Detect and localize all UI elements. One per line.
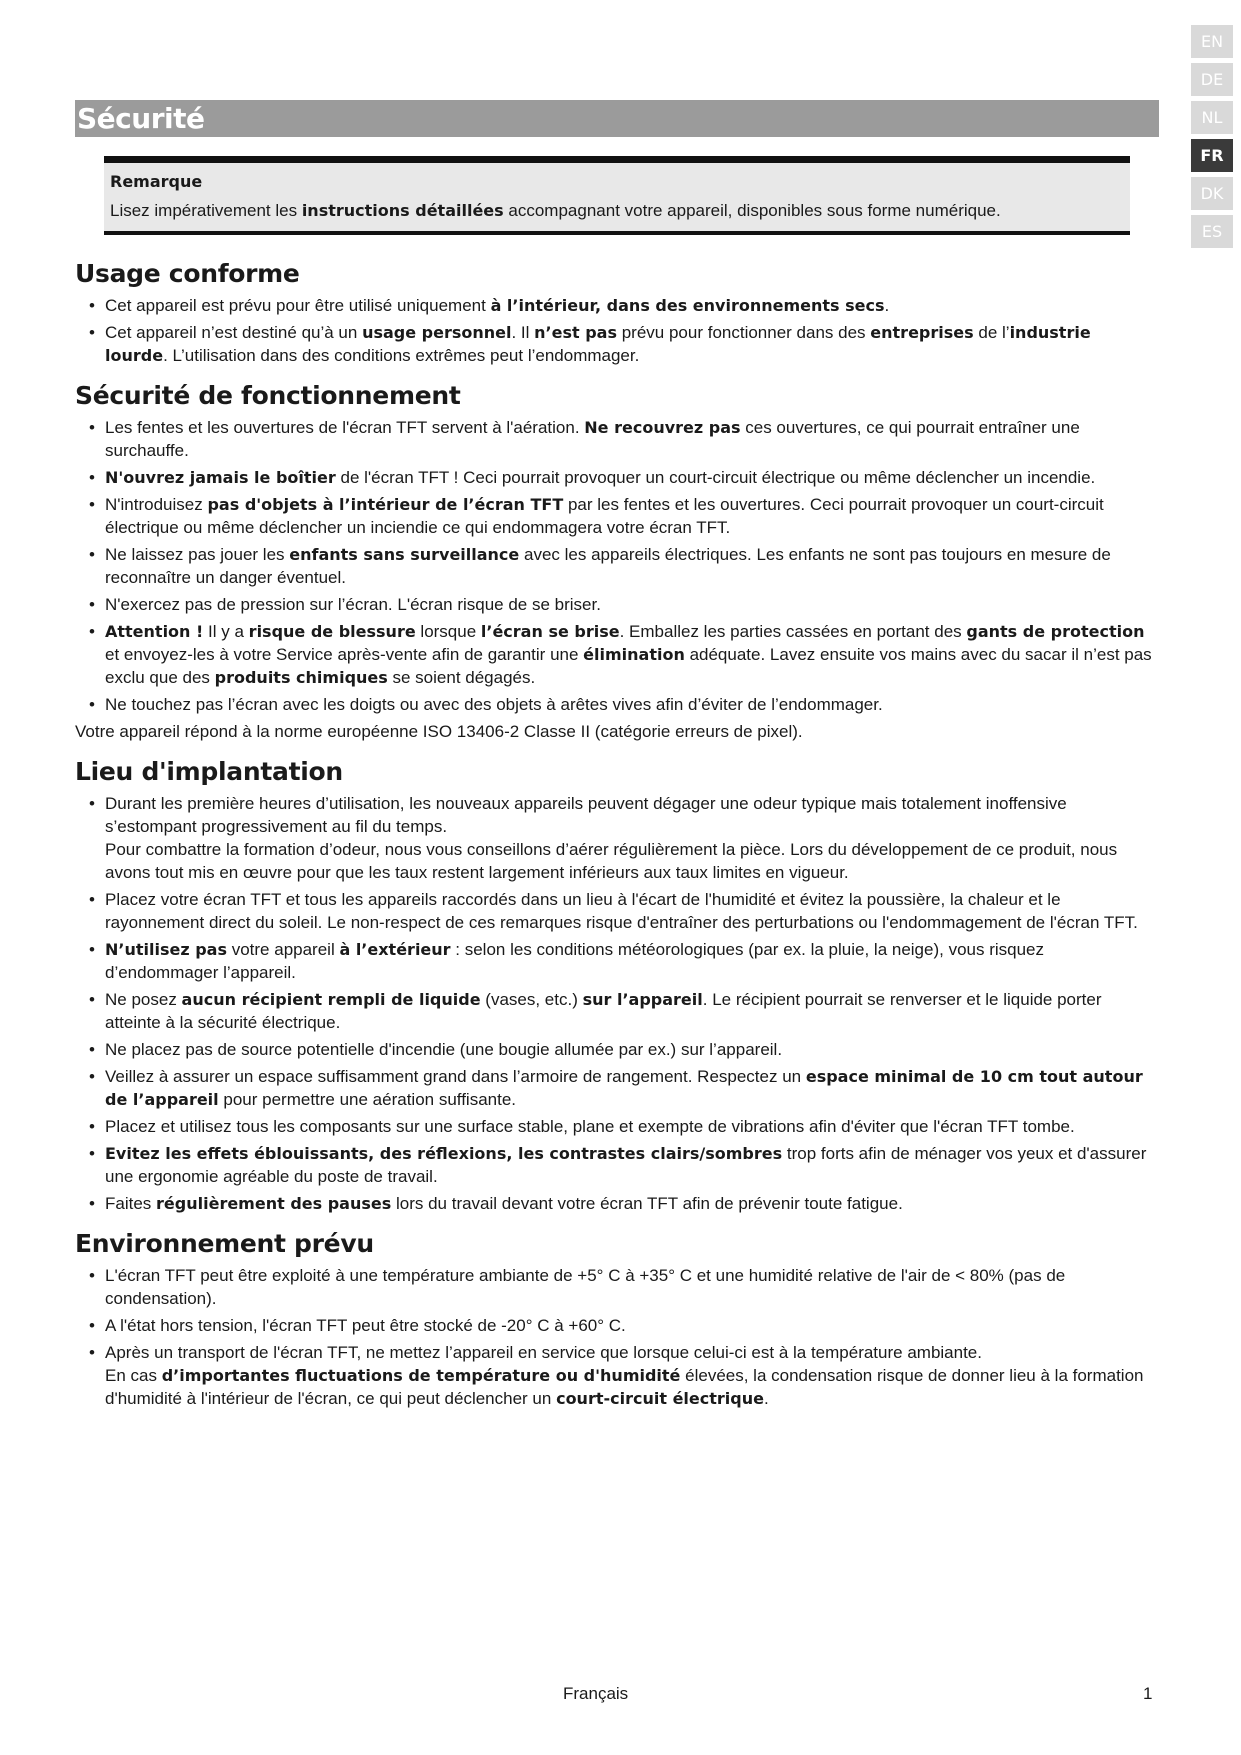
language-tab-fr[interactable]: FR	[1191, 139, 1233, 172]
text-run: Après un transport de l'écran TFT, ne mettez l’appareil en service que lorsque celui-ci est à la température ambiante.	[105, 1343, 982, 1362]
list-item	[105, 321, 1159, 367]
bold-text: à l’intérieur, dans des environnements secs	[490, 296, 885, 315]
text-run: .	[884, 296, 890, 315]
bullet-list	[75, 1264, 1159, 1410]
page-number: 1	[1143, 1684, 1153, 1703]
text-run: Placez votre écran TFT et tous les appareils raccordés dans un lieu à l'écart de l'humidité et évitez la poussière, la chaleur et le rayonnement direct du soleil. Le non-respect de ces remarques risque d'entraîner des perturbations ou l'endommagement de l'écran TFT.	[105, 890, 1138, 932]
language-tab-es[interactable]: ES	[1191, 215, 1233, 248]
text-run: Veillez à assurer un espace suffisamment grand dans l’armoire de rangement. Respectez un	[105, 1067, 806, 1086]
remark-bold: instructions détaillées	[301, 201, 504, 220]
footer-language: Français	[563, 1684, 629, 1703]
bold-text: n’est pas	[534, 323, 617, 342]
bold-text: sur l’appareil	[582, 990, 703, 1009]
list-item	[105, 1065, 1159, 1111]
bold-text: usage personnel	[362, 323, 512, 342]
bold-text: N’utilisez pas	[105, 940, 227, 959]
text-run: . L’utilisation dans des conditions extrêmes peut l’endommager.	[163, 346, 640, 365]
text-run: prévu pour fonctionner dans des	[617, 323, 871, 342]
list-item	[105, 792, 1159, 884]
text-run: votre appareil	[227, 940, 340, 959]
list-item	[105, 466, 1159, 489]
page-title: Sécurité	[75, 100, 1159, 137]
text-run: Cet appareil est prévu pour être utilisé uniquement	[105, 296, 491, 315]
bold-text: produits chimiques	[214, 668, 388, 687]
language-tab-dk[interactable]: DK	[1191, 177, 1233, 210]
language-tab-de[interactable]: DE	[1191, 63, 1233, 96]
page-content	[75, 100, 1159, 1414]
text-run: (vases, etc.)	[480, 990, 583, 1009]
text-run: avec les appareils électriques. Les enfants ne sont pas toujours en mesure de reconnaître un danger éventuel.	[105, 545, 1111, 587]
list-item	[105, 620, 1159, 689]
bold-text: espace minimal de 10 cm tout autour de l’appareil	[105, 1067, 1143, 1109]
list-item	[105, 294, 1159, 317]
list-item	[105, 1142, 1159, 1188]
list-item	[105, 1314, 1159, 1337]
section	[75, 757, 1159, 1215]
text-run: Placez et utilisez tous les composants sur une surface stable, plane et exempte de vibrations afin d'éviter que l'écran TFT tombe.	[105, 1117, 1075, 1136]
list-item	[105, 938, 1159, 984]
bullet-list	[75, 294, 1159, 367]
text-run: se soient dégagés.	[387, 668, 536, 687]
bold-text: élimination	[583, 645, 685, 664]
section-heading: Usage conforme	[75, 259, 300, 288]
section	[75, 1229, 1159, 1410]
bold-text: gants de protection	[966, 622, 1145, 641]
text-run: .	[763, 1389, 769, 1408]
language-tab-nl[interactable]: NL	[1191, 101, 1233, 134]
text-run: Les fentes et les ouvertures de l'écran TFT servent à l'aération.	[105, 418, 585, 437]
text-run: Ne touchez pas l’écran avec les doigts ou avec des objets à arêtes vives afin d’éviter de l’endommager.	[105, 695, 883, 714]
bold-text: Ne recouvrez pas	[584, 418, 741, 437]
section-heading: Lieu d'implantation	[75, 757, 343, 786]
sections	[75, 259, 1159, 1410]
bold-text: enfants sans surveillance	[289, 545, 520, 564]
section-heading: Sécurité de fonctionnement	[75, 381, 461, 410]
remark-text: Lisez impérativement les	[110, 201, 302, 220]
list-item	[105, 888, 1159, 934]
text-run: par les fentes et les ouvertures. Ceci pourrait provoquer un court-circuit électrique ou même déclencher un inciendie ce qui endommagera votre écran TFT.	[105, 495, 1104, 537]
bold-text: industrie lourde	[105, 323, 1091, 365]
text-run: N'exercez pas de pression sur l’écran. L'écran risque de se briser.	[105, 595, 601, 614]
text-run: . Emballez les parties cassées en portant des	[619, 622, 967, 641]
text-run: ces ouvertures, ce qui pourrait entraîner une surchauffe.	[105, 418, 1080, 460]
text-run: de l'écran TFT ! Ceci pourrait provoquer un court-circuit électrique ou même déclencher un incendie.	[335, 468, 1096, 487]
list-item	[105, 493, 1159, 539]
text-run: Ne posez	[105, 990, 182, 1009]
text-run: Il y a	[203, 622, 249, 641]
list-item	[105, 1341, 1159, 1410]
list-item	[105, 693, 1159, 716]
text-run: de l’	[973, 323, 1010, 342]
text-run: adéquate. Lavez ensuite vos mains avec du sacar il n’est pas exclu que des	[105, 645, 1152, 687]
list-item	[105, 988, 1159, 1034]
text-run: lors du travail devant votre écran TFT afin de prévenir toute fatigue.	[391, 1194, 903, 1213]
bold-text: Attention !	[105, 622, 204, 641]
bold-text: entreprises	[870, 323, 974, 342]
remark-box	[104, 156, 1130, 235]
bold-text: Evitez les effets éblouissants, des réflexions, les contrastes clairs/sombres	[105, 1144, 783, 1163]
bullet-list	[75, 792, 1159, 1215]
bold-text: aucun récipient rempli de liquide	[181, 990, 481, 1009]
language-tab-en[interactable]: EN	[1191, 25, 1233, 58]
bold-text: N'ouvrez jamais le boîtier	[105, 468, 336, 487]
section-paragraph: Votre appareil répond à la norme européenne ISO 13406-2 Classe II (catégorie erreurs de pixel).	[75, 722, 803, 741]
text-run: et envoyez-les à votre Service après-vente afin de garantir une	[105, 645, 584, 664]
text-run: lorsque	[415, 622, 481, 641]
remark-text-end: accompagnant votre appareil, disponibles sous forme numérique.	[503, 201, 1001, 220]
list-item	[105, 1115, 1159, 1138]
language-tabs	[1191, 25, 1233, 253]
text-run: . Il	[511, 323, 535, 342]
text-run: En cas	[105, 1366, 162, 1385]
list-item	[105, 1038, 1159, 1061]
text-run: Ne placez pas de source potentielle d'incendie (une bougie allumée par ex.) sur l’appareil.	[105, 1040, 783, 1059]
bold-text: l’écran se brise	[480, 622, 620, 641]
text-run: Pour combattre la formation d’odeur, nous vous conseillons d’aérer régulièrement la pièce. Lors du développement de ce produit, nous avons tout mis en œuvre pour que les taux restent largement inférieurs aux taux limites en vigueur.	[105, 840, 1118, 882]
text-run: élevées, la condensation risque de donner lieu à la formation d'humidité à l'intérieur de l'écran, ce qui peut déclencher un	[105, 1366, 1144, 1408]
bold-text: d’importantes fluctuations de température ou d'humidité	[161, 1366, 681, 1385]
text-run: trop forts afin de ménager vos yeux et d'assurer une ergonomie agréable du poste de travail.	[105, 1144, 1147, 1186]
text-run: Durant les première heures d’utilisation, les nouveaux appareils peuvent dégager une odeur typique mais totalement inoffensive s’estompant progressivement au fil du temps.	[105, 794, 1067, 836]
bold-text: régulièrement des pauses	[156, 1194, 392, 1213]
section	[75, 381, 1159, 743]
text-run: : selon les conditions météorologiques (par ex. la pluie, la neige), vous risquez d’endommager l’appareil.	[105, 940, 1045, 982]
bold-text: court-circuit électrique	[556, 1389, 764, 1408]
list-item	[105, 1264, 1159, 1310]
list-item	[105, 543, 1159, 589]
text-run: Ne laissez pas jouer les	[105, 545, 290, 564]
text-run: . Le récipient pourrait se renverser et le liquide porter atteinte à la sécurité électrique.	[105, 990, 1102, 1032]
text-run: Faites	[105, 1194, 157, 1213]
section-heading: Environnement prévu	[75, 1229, 374, 1258]
list-item	[105, 1192, 1159, 1215]
bold-text: à l’extérieur	[339, 940, 451, 959]
bold-text: risque de blessure	[248, 622, 416, 641]
list-item	[105, 416, 1159, 462]
text-run: N'introduisez	[105, 495, 208, 514]
section	[75, 259, 1159, 367]
bullet-list	[75, 416, 1159, 716]
text-run: pour permettre une aération suffisante.	[218, 1090, 517, 1109]
text-run: L'écran TFT peut être exploité à une température ambiante de +5° C à +35° C et une humidité relative de l'air de < 80% (pas de condensation).	[105, 1266, 1066, 1308]
remark-body	[110, 198, 1124, 224]
text-run: Cet appareil n’est destiné qu’à un	[105, 323, 363, 342]
bold-text: pas d'objets à l’intérieur de l’écran TFT	[207, 495, 564, 514]
list-item	[105, 593, 1159, 616]
remark-title: Remarque	[110, 172, 203, 191]
text-run: A l'état hors tension, l'écran TFT peut être stocké de -20° C à +60° C.	[105, 1316, 626, 1335]
